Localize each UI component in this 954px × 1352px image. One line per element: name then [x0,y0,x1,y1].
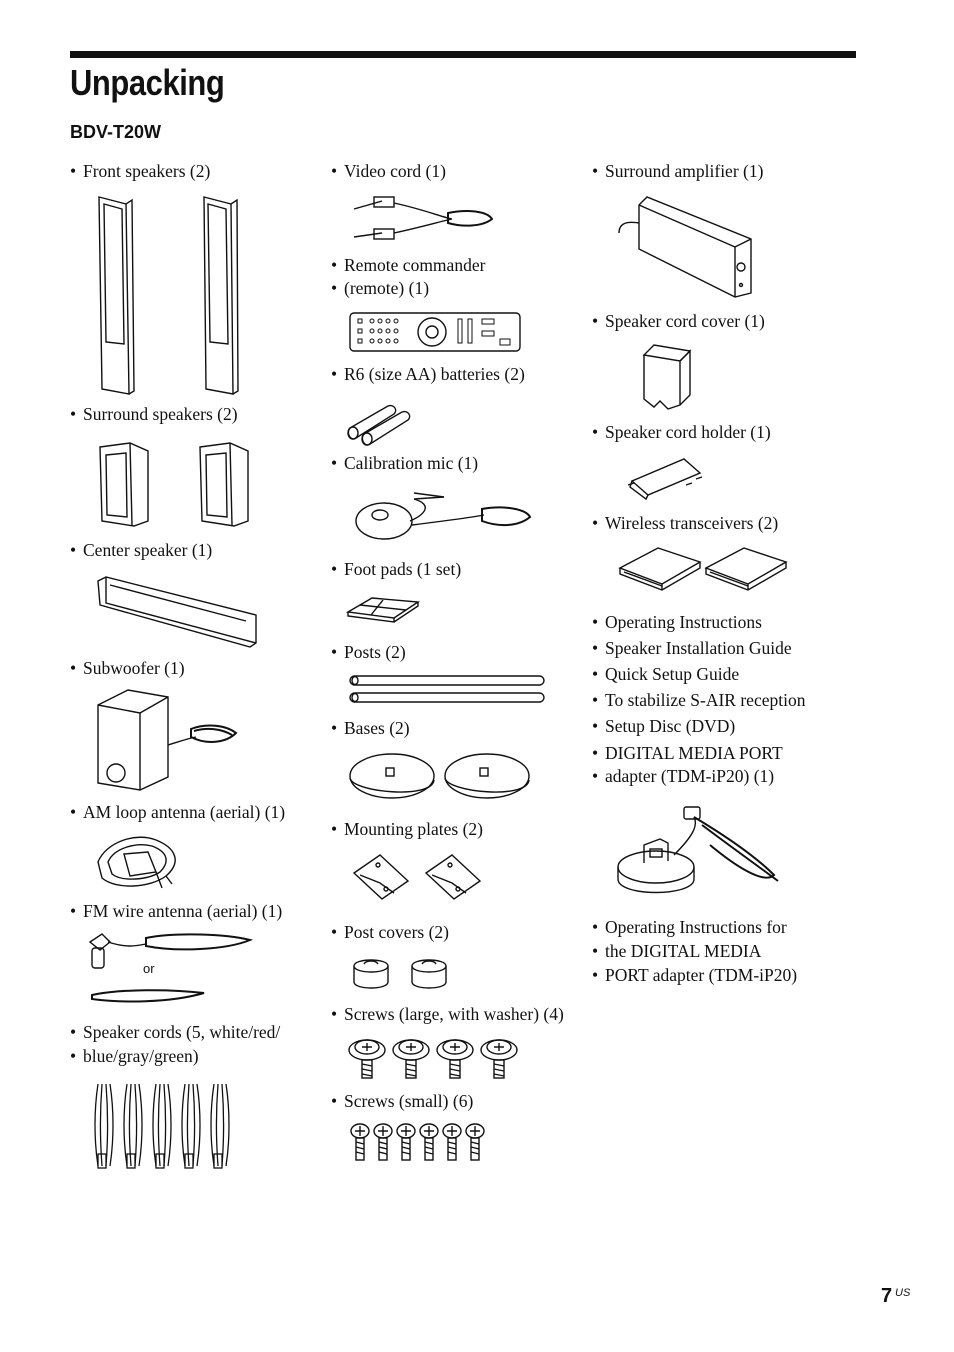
screws-large-illustration [348,1036,523,1081]
item-bases: • Bases (2) [331,716,410,740]
item-doc-1: • Speaker Installation Guide [592,636,792,660]
item-cord-cover: • Speaker cord cover (1) [592,309,765,333]
header-rule [70,51,856,58]
batteries-illustration [346,400,416,445]
item-posts: • Posts (2) [331,640,406,664]
video-cord-illustration [352,193,497,248]
item-batteries: • R6 (size AA) batteries (2) [331,362,525,386]
post-covers-illustration [350,954,455,990]
item-screws-small: • Screws (small) (6) [331,1089,473,1113]
surround-amplifier-illustration [617,193,757,298]
item-doc-0: • Operating Instructions [592,610,762,634]
item-remote-2: • (remote) (1) [331,276,429,300]
page-title: Unpacking [70,62,225,103]
item-post-covers: • Post covers (2) [331,920,449,944]
item-speaker-cords-1: • Speaker cords (5, white/red/ [70,1020,280,1044]
transceivers-illustration [618,546,790,591]
item-center-speaker: • Center speaker (1) [70,538,212,562]
item-transceivers: • Wireless transceivers (2) [592,511,778,535]
model-heading: BDV-T20W [70,122,162,142]
item-speaker-cords-2: • blue/gray/green) [70,1044,199,1068]
surround-speakers-illustration [96,441,256,531]
item-foot-pads: • Foot pads (1 set) [331,557,461,581]
item-fm-antenna: • FM wire antenna (aerial) (1) [70,899,282,923]
item-screws-large: • Screws (large, with washer) (4) [331,1002,564,1026]
cord-holder-illustration [626,455,706,500]
item-dmport-oi-2: • the DIGITAL MEDIA [592,939,761,963]
item-cord-holder: • Speaker cord holder (1) [592,420,771,444]
item-surround-speakers: • Surround speakers (2) [70,402,238,426]
page-region-suffix: US [895,1287,911,1299]
bases-illustration [348,752,533,807]
screws-small-illustration [350,1122,490,1164]
am-antenna-illustration [96,832,186,892]
or-label: or [143,961,155,976]
item-dmport-1: • DIGITAL MEDIA PORT [592,741,783,765]
item-doc-3: • To stabilize S-AIR reception [592,688,805,712]
page-number: 7 [881,1285,893,1307]
item-dmport-oi-1: • Operating Instructions for [592,915,787,939]
item-remote-1: • Remote commander [331,253,485,277]
item-video-cord: • Video cord (1) [331,159,446,183]
item-calibration-mic: • Calibration mic (1) [331,451,478,475]
subwoofer-illustration [96,685,246,795]
dmport-adapter-illustration [614,805,784,900]
remote-illustration [348,311,523,353]
posts-illustration [346,674,546,706]
calibration-mic-illustration [354,485,534,545]
cord-cover-illustration [640,343,700,411]
fm-antenna-connector-illustration [86,928,256,973]
fm-antenna-wire-illustration [90,985,210,1010]
front-speakers-illustration [96,194,246,399]
item-subwoofer: • Subwoofer (1) [70,656,185,680]
speaker-cords-illustration [92,1080,242,1175]
item-doc-2: • Quick Setup Guide [592,662,739,686]
item-front-speakers: • Front speakers (2) [70,159,210,183]
item-am-antenna: • AM loop antenna (aerial) (1) [70,800,285,824]
item-doc-4: • Setup Disc (DVD) [592,714,735,738]
item-dmport-2: • adapter (TDM-iP20) (1) [592,764,774,788]
item-surround-amplifier: • Surround amplifier (1) [592,159,763,183]
center-speaker-illustration [96,575,266,650]
foot-pads-illustration [346,594,421,624]
item-mounting-plates: • Mounting plates (2) [331,817,483,841]
item-dmport-oi-3: • PORT adapter (TDM-iP20) [592,963,797,987]
mounting-plates-illustration [350,853,490,903]
